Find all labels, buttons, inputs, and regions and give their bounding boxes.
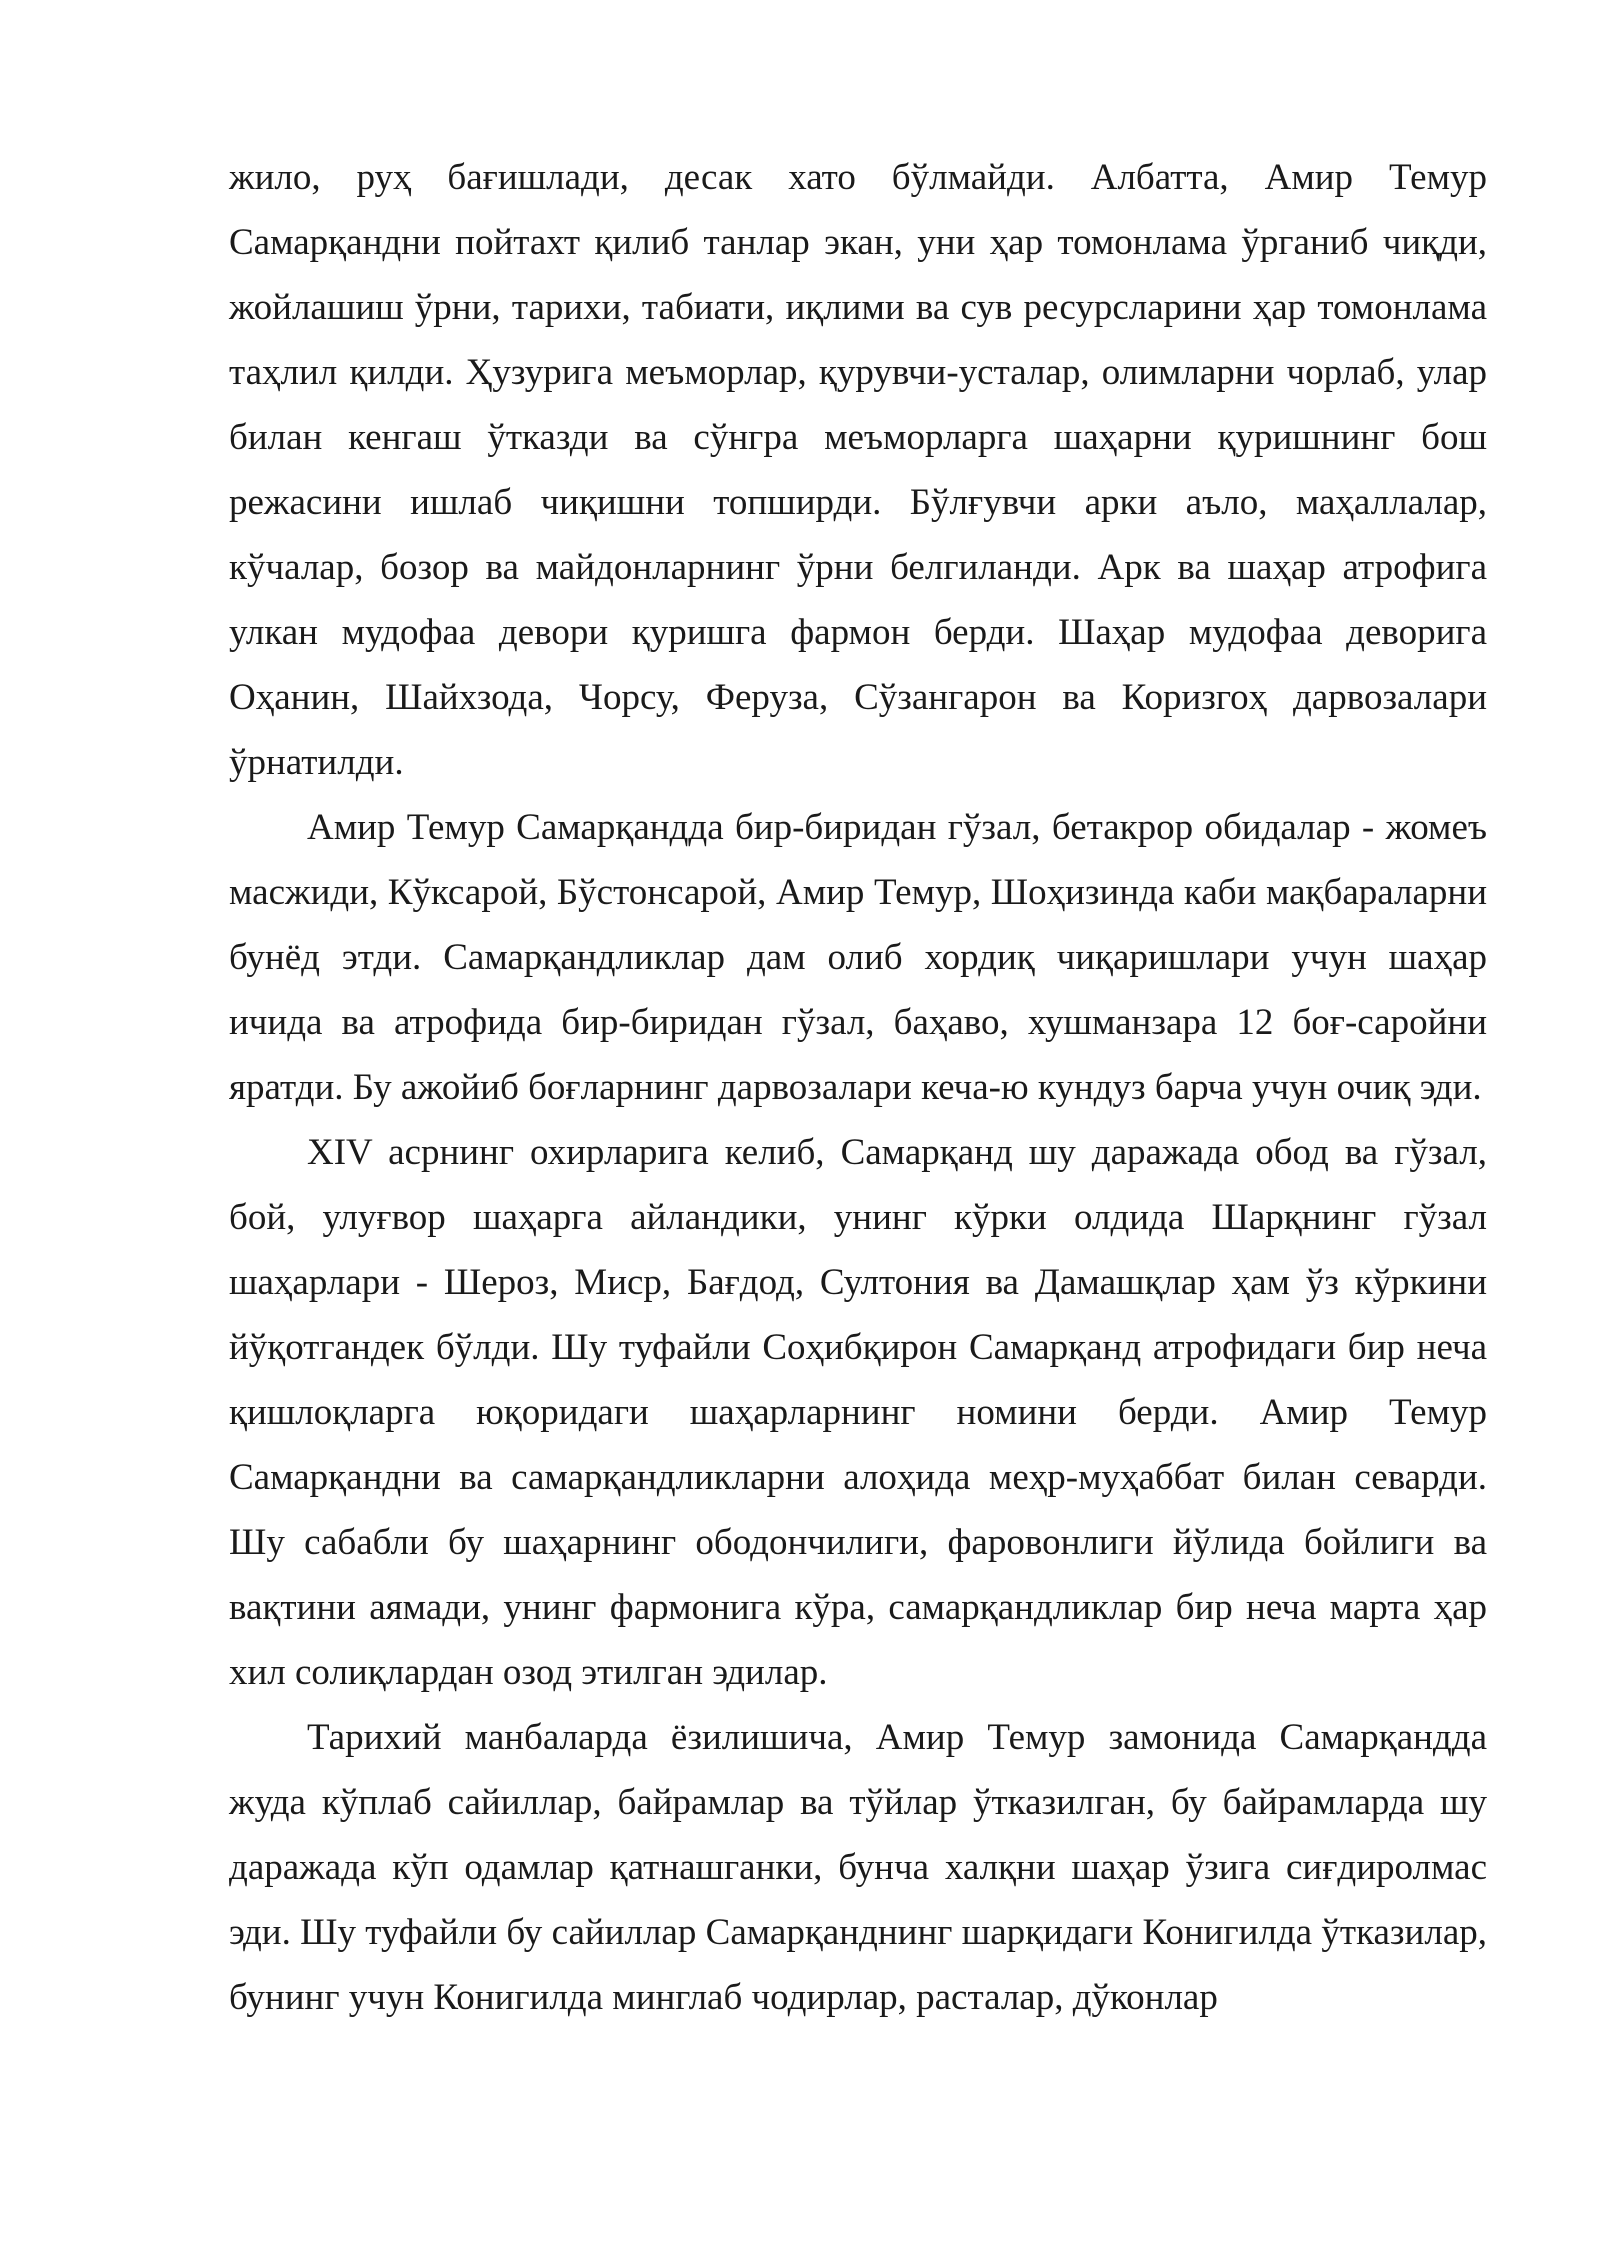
document-body [229, 145, 1487, 2030]
paragraph: Тарихий манбаларда ёзилишича, Амир Темур замонида Самарқандда жуда кўплаб сайиллар, байрамлар ва тўйлар ўтказилган, бу байрамларда шу даражада кўп одамлар қатнашганки, бунча халқни шаҳар ўзига сиғдиролмас эди. Шу туфайли бу сайиллар Самарқанднинг шарқидаги Конигилда ўтказилар, бунинг учун Конигилда минглаб чодирлар, расталар, дўконлар [229, 1717, 1487, 2018]
paragraph: XIV асрнинг охирларига келиб, Самарқанд шу даражада обод ва гўзал, бой, улуғвор шаҳарга айландики, унинг кўрки олдида Шарқнинг гўзал шаҳарлари - Шероз, Миср, Бағдод, Султония ва Дамашқлар ҳам ўз кўркини йўқотгандек бўлди. Шу туфайли Соҳибқирон Самарқанд атрофидаги бир неча қишлоқларга юқоридаги шаҳарларнинг номини берди. Амир Темур Самарқандни ва самарқандликларни алоҳида меҳр-муҳаббат билан севарди. Шу сабабли бу шаҳарнинг ободончилиги, фаровонлиги йўлида бойлиги ва вақтини аямади, унинг фармонига кўра, самарқандликлар бир неча марта ҳар хил солиқлардан озод этилган эдилар. [229, 1132, 1487, 1693]
paragraph-continuation: жило, руҳ бағишлади, десак хато бўлмайди. Албатта, Амир Темур Самарқандни пойтахт қилиб танлар экан, уни ҳар томонлама ўрганиб чиқди, жойлашиш ўрни, тарихи, табиати, иқлими ва сув ресурсларини ҳар томонлама таҳлил қилди. Ҳузурига меъморлар, қурувчи-усталар, олимларни чорлаб, улар билан кенгаш ўтказди ва сўнгра меъморларга шаҳарни қуришнинг бош режасини ишлаб чиқишни топширди. Бўлғувчи арки аъло, маҳаллалар, кўчалар, бозор ва майдонларнинг ўрни белгиланди. Арк ва шаҳар атрофига улкан мудофаа девори қуришга фармон берди. Шаҳар мудофаа деворига Оҳанин, Шайхзода, Чорсу, Феруза, Сўзангарон ва Коризгоҳ дарвозалари ўрнатилди. [229, 157, 1487, 783]
paragraph: Амир Темур Самарқандда бир-биридан гўзал, бетакрор обидалар - жомеъ масжиди, Кўксарой, Бўстонсарой, Амир Темур, Шоҳизинда каби мақбараларни бунёд этди. Самарқандликлар дам олиб хордиқ чиқаришлари учун шаҳар ичида ва атрофида бир-биридан гўзал, баҳаво, хушманзара 12 боғ-саройни яратди. Бу ажойиб боғларнинг дарвозалари кеча-ю кундуз барча учун очиқ эди. [229, 807, 1487, 1108]
